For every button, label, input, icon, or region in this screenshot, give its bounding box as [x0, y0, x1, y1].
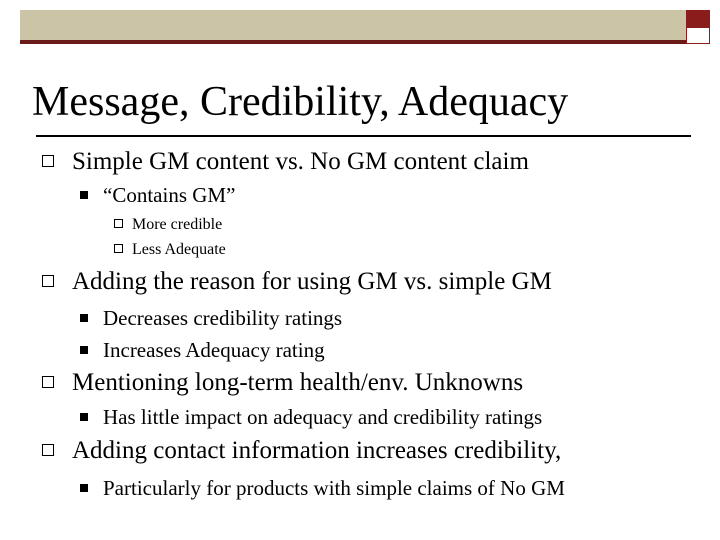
corner-square-outline — [686, 27, 710, 44]
bullet-level2 — [80, 405, 542, 430]
bullet-text: Decreases credibility ratings — [103, 306, 343, 330]
filled-square-bullet-icon — [80, 191, 88, 199]
bullet-text: Has little impact on adequacy and credibility ratings — [103, 405, 543, 429]
top-decoration-bar — [20, 10, 710, 44]
bullet-text: Increases Adequacy rating — [103, 338, 325, 362]
bullet-level1 — [42, 148, 529, 176]
hollow-square-bullet-icon — [42, 155, 54, 167]
bullet-text: Less Adequate — [132, 241, 226, 258]
filled-square-bullet-icon — [80, 346, 88, 354]
bullet-level2 — [80, 306, 342, 331]
bullet-level2 — [80, 183, 235, 208]
bullet-text: Simple GM content vs. No GM content claim — [72, 148, 529, 175]
top-band — [20, 10, 686, 44]
corner-squares — [686, 10, 710, 44]
bullet-text: More credible — [132, 216, 223, 233]
bullet-text: Particularly for products with simple claims of No GM — [103, 476, 565, 500]
bullet-level2 — [80, 338, 325, 363]
slide-title: Message, Credibility, Adequacy — [32, 79, 569, 125]
bullet-level3 — [114, 216, 222, 234]
hollow-square-bullet-icon — [114, 219, 123, 228]
bullet-text: “Contains GM” — [103, 183, 236, 207]
filled-square-bullet-icon — [80, 314, 88, 322]
hollow-square-bullet-icon — [114, 244, 123, 253]
bullet-level1 — [42, 437, 561, 465]
hollow-square-bullet-icon — [42, 376, 54, 388]
title-underline — [36, 135, 691, 137]
corner-square-filled — [686, 10, 710, 27]
bullet-text: Adding contact information increases credibility, — [72, 437, 562, 464]
bullet-level2 — [80, 476, 565, 501]
bullet-level1 — [42, 369, 523, 397]
filled-square-bullet-icon — [80, 413, 88, 421]
hollow-square-bullet-icon — [42, 444, 54, 456]
hollow-square-bullet-icon — [42, 275, 54, 287]
bullet-text: Adding the reason for using GM vs. simple GM — [72, 268, 552, 295]
bullet-level1 — [42, 268, 552, 296]
bullet-level3 — [114, 241, 226, 259]
filled-square-bullet-icon — [80, 484, 88, 492]
bullet-text: Mentioning long-term health/env. Unknowns — [72, 369, 524, 396]
